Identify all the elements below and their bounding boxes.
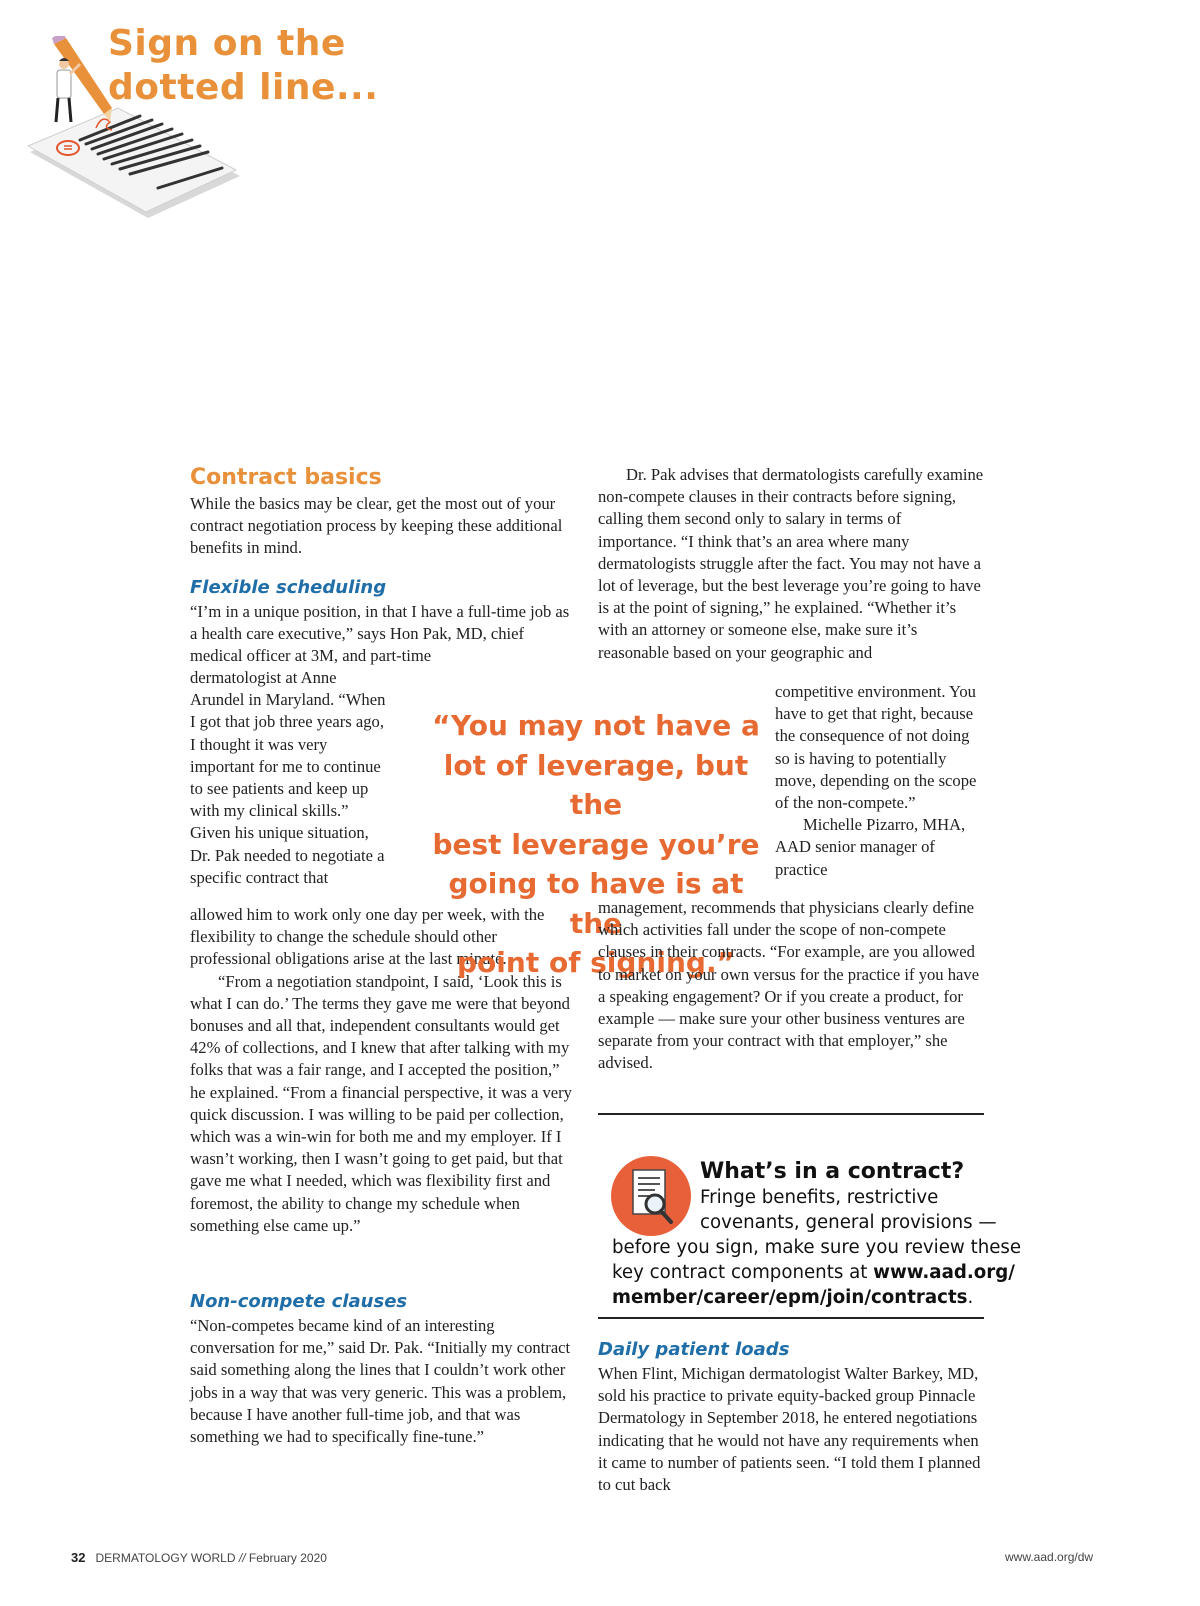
pizarro-paragraph-end: management, recommends that physicians clearly define which activities fall under the scope of non-compete clauses in their contracts. “For example, are you allowed to market on your own versus for the practice if you have a speaking engagement? Or if you create a product, for example — make sure your other business ventures are separate from your contract with that employer,” she advised. xyxy=(598,898,980,1073)
doctor-figure xyxy=(56,58,80,122)
footer-website-link[interactable]: www.aad.org/dw xyxy=(1005,1550,1094,1564)
non-compete-heading: Non-compete clauses xyxy=(190,1291,408,1312)
flexible-scheduling-heading: Flexible scheduling xyxy=(190,577,387,598)
page-title-line-1: Sign on the xyxy=(108,23,346,64)
daily-patient-loads-heading: Daily patient loads xyxy=(598,1339,790,1360)
flex-paragraph-end: allowed him to work only one day per week, with the flexibility to change the schedule should other professional obligations arise at the last minute. xyxy=(190,905,545,969)
non-compete-paragraph: “Non-competes became kind of an interesting conversation for me,” said Dr. Pak. “Initially my contract said something along the lines that I couldn’t work other jobs in a way that was very generic. This was a problem, because I have another full-time job, and that was something we had to specifically fine-tune.” xyxy=(190,1316,571,1447)
pull-quote-line: “You may not have a xyxy=(432,709,760,742)
pak-advice-paragraph-end: competitive environment. You have to get that right, because the consequence of not doing so is having to potentially move, depending on the scope of the non-compete.” xyxy=(775,682,977,813)
callout-line-1: Fringe benefits, restrictive xyxy=(700,1187,939,1208)
issue-date: February 2020 xyxy=(248,1551,327,1565)
publication-name: DERMATOLOGY WORLD xyxy=(95,1551,236,1565)
flexible-scheduling-text-narrow xyxy=(190,667,390,889)
contract-basics-intro xyxy=(190,493,576,560)
contract-paper xyxy=(28,108,236,212)
callout-line-2: covenants, general provisions — xyxy=(700,1212,997,1233)
callout-bottom-rule xyxy=(598,1317,984,1319)
callout-line-4 xyxy=(612,1260,1015,1285)
document-magnifier-icon xyxy=(611,1156,691,1236)
contracts-link-part-1[interactable]: www.aad.org/ xyxy=(873,1262,1015,1283)
footer-separator: // xyxy=(238,1551,246,1565)
contract-signing-illustration xyxy=(26,36,256,226)
pizarro-paragraph-start: Michelle Pizarro, MHA, AAD senior manager of practice xyxy=(775,815,966,879)
pak-advice-paragraph: Dr. Pak advises that dermatologists carefully examine non-compete clauses in their contracts before signing, calling them second only to salary in terms of importance. “I think that’s an area where many dermatologists struggle after the fact. You may not have a lot of leverage, but the best leverage you’re going to have is at the point of signing,” he explained. “Whether it’s with an attorney or someone else, make sure it’s reasonable based on your geographic and xyxy=(598,465,984,662)
callout-title: What’s in a contract? xyxy=(700,1159,965,1184)
daily-patient-loads-text xyxy=(598,1363,984,1496)
callout-line-3: before you sign, make sure you review these xyxy=(612,1237,1022,1258)
footer-left xyxy=(71,1550,327,1565)
pull-quote-line: lot of leverage, but the xyxy=(443,748,749,821)
flex-paragraph-wrap: dermatologist at Anne Arundel in Maryland. “When I got that job three years ago, I thought it was very important for me to continue to see patients and keep up with my clinical skills.” Given his unique situation, Dr. Pak needed to negotiate a specific contract that xyxy=(190,668,386,887)
page-number: 32 xyxy=(71,1550,86,1565)
contracts-link-part-2[interactable]: member/career/epm/join/contracts xyxy=(612,1287,968,1308)
negotiation-quote-paragraph: “From a negotiation standpoint, I said, ‘Look this is what I can do.’ The terms they gave me were that beyond bonuses and all that, independent consultants would get 42% of collections, and I knew that after talking with my folks that was a fair range, and I accepted the position,” he explained. “From a financial perspective, it was a very quick discussion. I was willing to be paid per collection, which was a win-win for both me and my employer. If I wasn’t working, then I wasn’t going to get paid, but that gave me what I needed, which was flexibility first and foremost, the ability to change my schedule when something else came up.” xyxy=(190,971,572,1235)
pull-quote-line: going to have is at the xyxy=(448,867,744,940)
contract-basics-heading: Contract basics xyxy=(190,465,382,490)
pull-quote-line: best leverage you’re xyxy=(432,827,760,861)
page-title-line-2: dotted line... xyxy=(108,67,379,108)
flex-paragraph-start: “I’m in a unique position, in that I have a full-time job as a health care executive,” says Hon Pak, MD, chief medical officer at 3M, and part-time xyxy=(190,602,570,666)
pull-quote-line: point of signing.” xyxy=(457,946,735,979)
non-compete-text xyxy=(190,1315,576,1448)
intro-paragraph: While the basics may be clear, get the most out of your contract negotiation process by keeping these additional benefits in mind. xyxy=(190,494,563,558)
daily-patient-loads-paragraph: When Flint, Michigan dermatologist Walter Barkey, MD, sold his practice to private equity-backed group Pinnacle Dermatology in September 2018, he entered negotiations indicating that he would not have any requirements when it came to number of patients seen. “I told them I planned to cut back xyxy=(598,1364,981,1495)
callout-line-4-text: key contract components at xyxy=(612,1262,874,1283)
callout-line-5 xyxy=(612,1285,973,1310)
callout-period: . xyxy=(967,1287,974,1308)
right-column-text-continued xyxy=(598,897,984,1075)
right-column-text-wide xyxy=(598,464,984,664)
callout-top-rule xyxy=(598,1113,984,1115)
flexible-scheduling-text-wide xyxy=(190,601,576,668)
right-column-text-narrow xyxy=(775,681,984,881)
